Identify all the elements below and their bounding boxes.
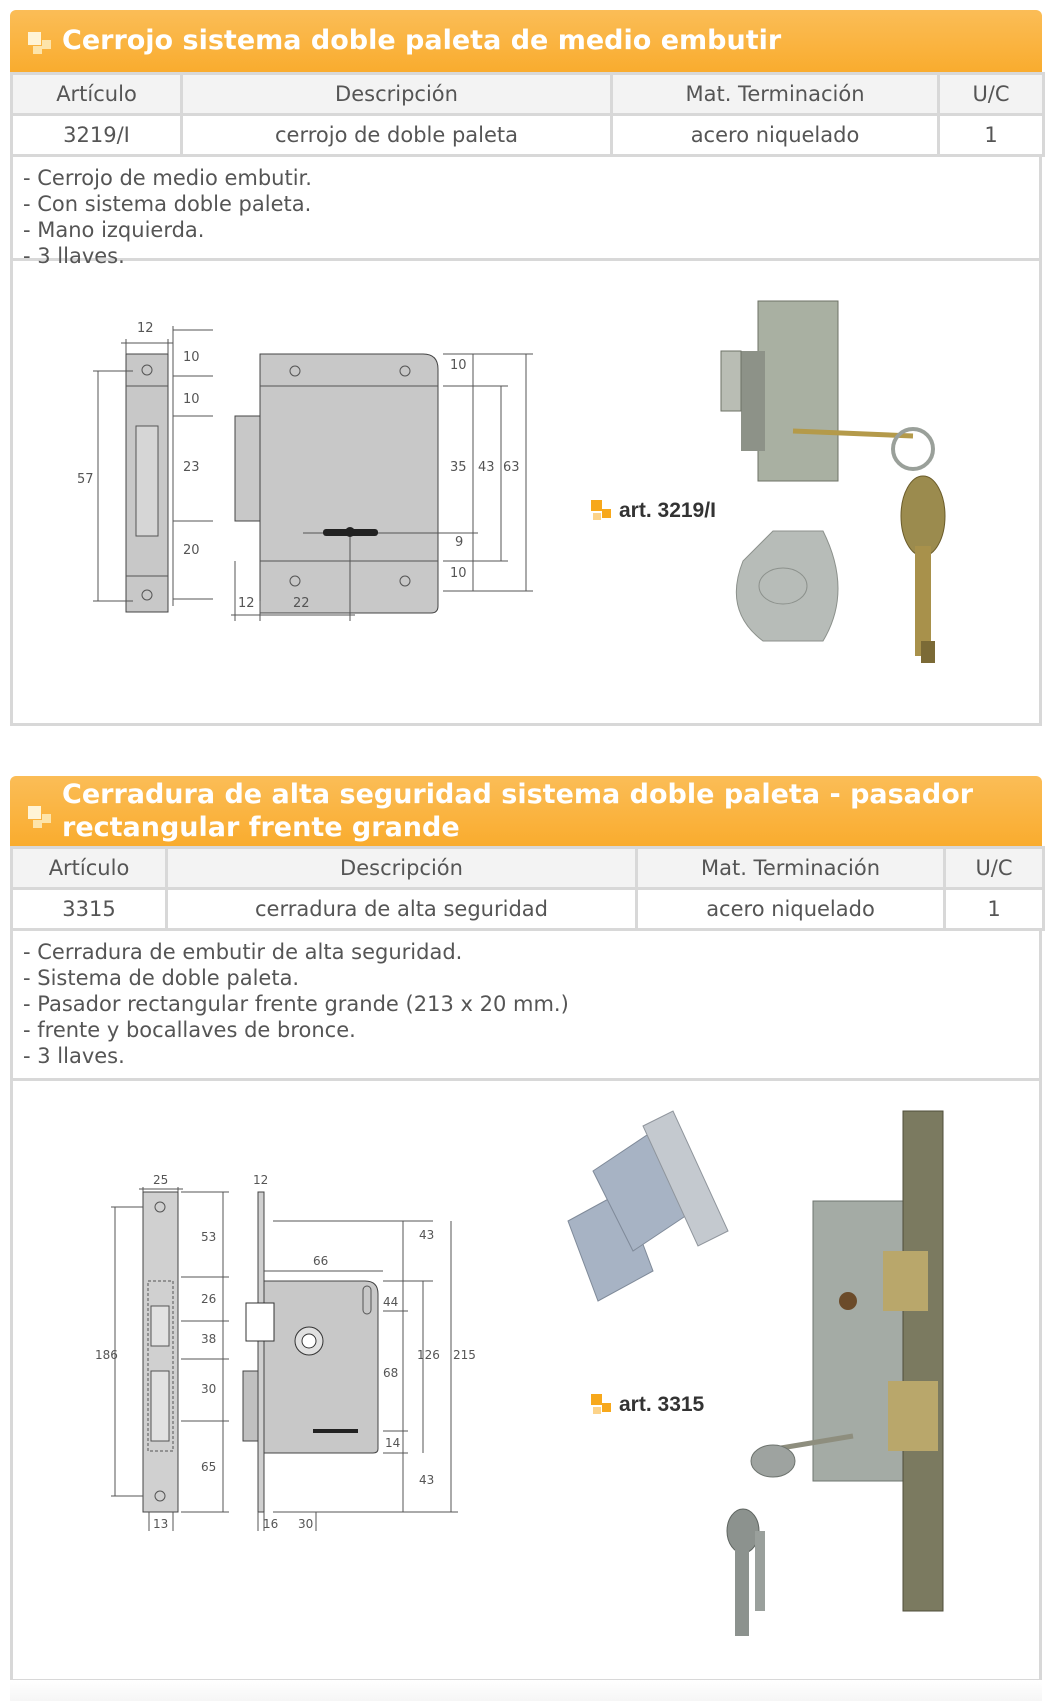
cell-uc: 1 bbox=[939, 115, 1044, 156]
page-bottom-fade bbox=[10, 1680, 1042, 1701]
dim-label: 12 bbox=[253, 1173, 269, 1187]
technical-drawing bbox=[13, 261, 573, 701]
feature-item: - Mano izquierda. bbox=[23, 218, 205, 242]
feature-item: - 3 llaves. bbox=[23, 1044, 125, 1068]
dim-label: 215 bbox=[453, 1348, 476, 1362]
feature-item: - 3 llaves. bbox=[23, 244, 125, 268]
col-header-terminacion: Mat. Terminación bbox=[612, 74, 939, 115]
dim-label: 14 bbox=[385, 1436, 401, 1450]
feature-item: - frente y bocallaves de bronce. bbox=[23, 1018, 356, 1042]
dim-label: 23 bbox=[183, 460, 200, 475]
dim-label: 38 bbox=[201, 1332, 217, 1346]
dim-label: 57 bbox=[77, 472, 94, 487]
feature-item: - Cerradura de embutir de alta seguridad. bbox=[23, 940, 463, 964]
cell-descripcion: cerrojo de doble paleta bbox=[182, 115, 612, 156]
article-label-text: art. 3315 bbox=[619, 1393, 705, 1416]
dim-label: 186 bbox=[95, 1348, 118, 1362]
dim-label: 30 bbox=[201, 1382, 217, 1396]
product-title: Cerrojo sistema doble paleta de medio embutir bbox=[62, 25, 782, 56]
bullet-squares-icon bbox=[591, 500, 613, 520]
feature-item: - Cerrojo de medio embutir. bbox=[23, 166, 312, 190]
col-header-uc: U/C bbox=[939, 74, 1044, 115]
dim-label: 20 bbox=[183, 543, 200, 558]
feature-item: - Sistema de doble paleta. bbox=[23, 966, 300, 990]
col-header-descripcion: Descripción bbox=[167, 848, 637, 889]
dim-label: 25 bbox=[153, 1173, 169, 1187]
technical-drawing bbox=[13, 1081, 513, 1581]
product-title-line2: rectangular frente grande bbox=[62, 812, 460, 843]
col-header-articulo: Artículo bbox=[12, 74, 182, 115]
dim-label: 68 bbox=[383, 1366, 399, 1380]
dim-label: 65 bbox=[201, 1460, 217, 1474]
dim-label: 43 bbox=[419, 1228, 435, 1242]
col-header-descripcion: Descripción bbox=[182, 74, 612, 115]
cell-terminacion: acero niquelado bbox=[637, 889, 945, 930]
article-label-text: art. 3219/I bbox=[619, 499, 716, 522]
dim-label: 53 bbox=[201, 1230, 217, 1244]
product-photo-3219 bbox=[703, 261, 1033, 701]
product-title-line1: Cerradura de alta seguridad sistema doble paleta - pasador bbox=[62, 779, 974, 810]
col-header-uc: U/C bbox=[945, 848, 1044, 889]
feature-list bbox=[10, 931, 1042, 1081]
dim-label: 26 bbox=[201, 1292, 217, 1306]
product-3315 bbox=[10, 776, 1042, 1682]
product-title-bar bbox=[10, 10, 1042, 72]
dim-label: 126 bbox=[417, 1348, 440, 1362]
dim-label: 66 bbox=[313, 1254, 329, 1268]
cell-terminacion: acero niquelado bbox=[612, 115, 939, 156]
dim-label: 63 bbox=[503, 460, 520, 475]
dim-label: 43 bbox=[478, 460, 495, 475]
technical-figure bbox=[10, 1081, 1042, 1682]
spec-table bbox=[10, 72, 1045, 157]
spec-table bbox=[10, 846, 1045, 931]
dim-label: 13 bbox=[153, 1517, 169, 1531]
product-photo-3315 bbox=[523, 1091, 1042, 1671]
cell-articulo: 3315 bbox=[12, 889, 167, 930]
technical-figure bbox=[10, 261, 1042, 726]
col-header-articulo: Artículo bbox=[12, 848, 167, 889]
feature-item: - Pasador rectangular frente grande (213 x 20 mm.) bbox=[23, 992, 569, 1016]
article-label bbox=[591, 499, 716, 523]
dim-label: 9 bbox=[455, 535, 464, 550]
dim-label: 10 bbox=[450, 566, 467, 581]
feature-list bbox=[10, 157, 1042, 268]
dim-label: 44 bbox=[383, 1295, 399, 1309]
dim-label: 35 bbox=[450, 460, 467, 475]
bullet-squares-icon bbox=[28, 32, 50, 54]
dim-label: 22 bbox=[293, 596, 310, 611]
dim-label: 16 bbox=[263, 1517, 279, 1531]
cell-uc: 1 bbox=[945, 889, 1044, 930]
dim-label: 10 bbox=[183, 350, 200, 365]
dim-label: 10 bbox=[450, 358, 467, 373]
bullet-squares-icon bbox=[28, 806, 50, 828]
dim-label: 12 bbox=[238, 596, 255, 611]
feature-item: - Con sistema doble paleta. bbox=[23, 192, 312, 216]
cell-articulo: 3219/I bbox=[12, 115, 182, 156]
dim-label: 10 bbox=[183, 392, 200, 407]
dim-label: 12 bbox=[137, 321, 154, 336]
product-3219 bbox=[10, 10, 1042, 726]
dim-label: 30 bbox=[298, 1517, 314, 1531]
col-header-terminacion: Mat. Terminación bbox=[637, 848, 945, 889]
cell-descripcion: cerradura de alta seguridad bbox=[167, 889, 637, 930]
dim-label: 43 bbox=[419, 1473, 435, 1487]
product-title-bar bbox=[10, 776, 1042, 846]
